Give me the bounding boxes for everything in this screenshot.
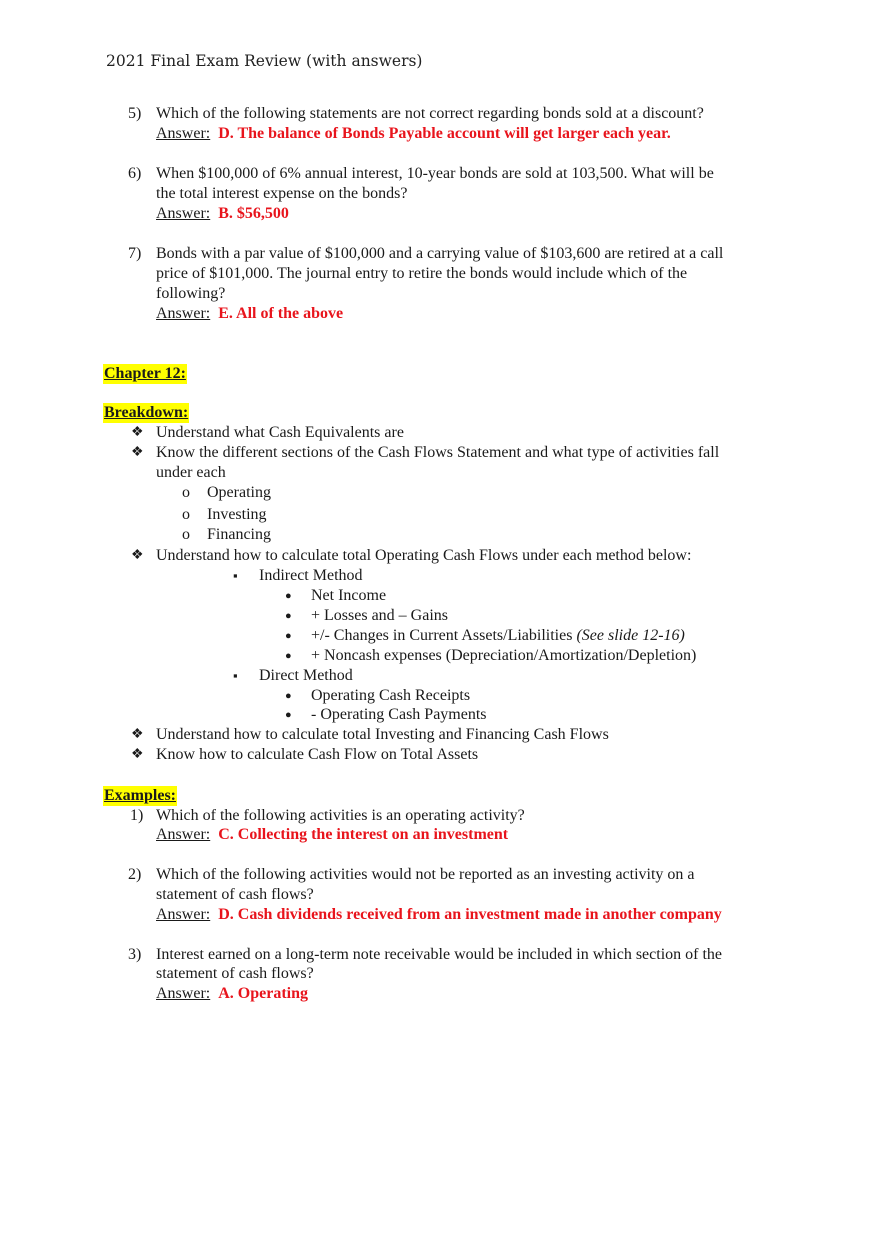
slide-reference: (See slide 12-16): [576, 627, 685, 644]
question-text: the total interest expense on the bonds?: [156, 185, 408, 202]
method-detail-text: +/- Changes in Current Assets/Liabilities: [311, 627, 573, 644]
method-item: Direct Method: [259, 667, 353, 684]
breakdown-item: Know how to calculate Cash Flow on Total Assets: [156, 746, 479, 763]
examples-heading: Examples:: [104, 787, 176, 804]
answer-label: Answer:: [156, 205, 211, 222]
question-text: statement of cash flows?: [156, 886, 314, 903]
sub-item: Financing: [207, 526, 271, 543]
method-item: Indirect Method: [259, 567, 363, 584]
dot-bullet-icon: ●: [285, 610, 292, 622]
answer-text: D. The balance of Bonds Payable account will get larger each year.: [218, 125, 671, 142]
question-text: following?: [156, 285, 226, 302]
question-text: price of $101,000. The journal entry to retire the bonds would include which of the: [156, 265, 688, 282]
method-detail: + Noncash expenses (Depreciation/Amortization/Depletion): [311, 647, 697, 664]
answer-text: A. Operating: [218, 985, 308, 1002]
answer-text: B. $56,500: [218, 205, 289, 222]
question-text: When $100,000 of 6% annual interest, 10-year bonds are sold at 103,500. What will be: [156, 165, 714, 182]
chapter-heading: Chapter 12:: [104, 365, 186, 382]
question-text: Bonds with a par value of $100,000 and a carrying value of $103,600 are retired at a call: [156, 245, 724, 262]
answer-line: [156, 825, 508, 845]
question-text: statement of cash flows?: [156, 965, 314, 982]
dot-bullet-icon: ●: [285, 709, 292, 721]
circle-bullet-icon: o: [182, 484, 190, 501]
answer-label: Answer:: [156, 305, 211, 322]
page-header: 2021 Final Exam Review (with answers): [106, 52, 423, 70]
method-detail: + Losses and – Gains: [311, 607, 449, 624]
dot-bullet-icon: ●: [285, 690, 292, 702]
breakdown-item-cont: under each: [156, 464, 226, 481]
breakdown-item: Understand how to calculate total Investing and Financing Cash Flows: [156, 726, 609, 743]
question-number: 1): [130, 807, 144, 824]
circle-bullet-icon: o: [182, 506, 190, 523]
dot-bullet-icon: ●: [285, 650, 292, 662]
sub-item: Operating: [207, 484, 271, 501]
diamond-bullet-icon: ❖: [131, 445, 144, 460]
question-text: Which of the following statements are not correct regarding bonds sold at a discount?: [156, 105, 704, 122]
breakdown-item: Understand how to calculate total Operating Cash Flows under each method below:: [156, 547, 692, 564]
breakdown-heading: Breakdown:: [104, 404, 189, 421]
diamond-bullet-icon: ❖: [131, 727, 144, 742]
breakdown-item: Know the different sections of the Cash Flows Statement and what type of activities fall: [156, 444, 720, 461]
question-text: Which of the following activities is an operating activity?: [156, 807, 525, 824]
answer-line: [156, 124, 671, 144]
dot-bullet-icon: ●: [285, 590, 292, 602]
question-number: 7): [128, 245, 142, 262]
question-text: Interest earned on a long-term note receivable would be included in which section of the: [156, 946, 723, 963]
sub-item: Investing: [207, 506, 267, 523]
dot-bullet-icon: ●: [285, 630, 292, 642]
circle-bullet-icon: o: [182, 526, 190, 543]
method-detail: [311, 626, 685, 646]
diamond-bullet-icon: ❖: [131, 548, 144, 563]
answer-line: [156, 905, 722, 925]
method-detail: Net Income: [311, 587, 387, 604]
question-number: 6): [128, 165, 142, 182]
breakdown-item: Understand what Cash Equivalents are: [156, 424, 404, 441]
method-detail: - Operating Cash Payments: [311, 706, 487, 723]
answer-label: Answer:: [156, 985, 211, 1002]
question-number: 3): [128, 946, 142, 963]
answer-line: [156, 304, 343, 324]
question-text: Which of the following activities would not be reported as an investing activity on a: [156, 866, 695, 883]
question-number: 5): [128, 105, 142, 122]
answer-line: [156, 984, 308, 1004]
square-bullet-icon: ▪: [233, 668, 238, 683]
answer-label: Answer:: [156, 826, 211, 843]
answer-line: [156, 204, 289, 224]
answer-label: Answer:: [156, 125, 211, 142]
answer-text: C. Collecting the interest on an investment: [218, 826, 509, 843]
answer-label: Answer:: [156, 906, 211, 923]
method-detail: Operating Cash Receipts: [311, 687, 471, 704]
diamond-bullet-icon: ❖: [131, 747, 144, 762]
square-bullet-icon: ▪: [233, 568, 238, 583]
answer-text: D. Cash dividends received from an investment made in another company: [218, 906, 722, 923]
answer-text: E. All of the above: [218, 305, 344, 322]
diamond-bullet-icon: ❖: [131, 425, 144, 440]
question-number: 2): [128, 866, 142, 883]
